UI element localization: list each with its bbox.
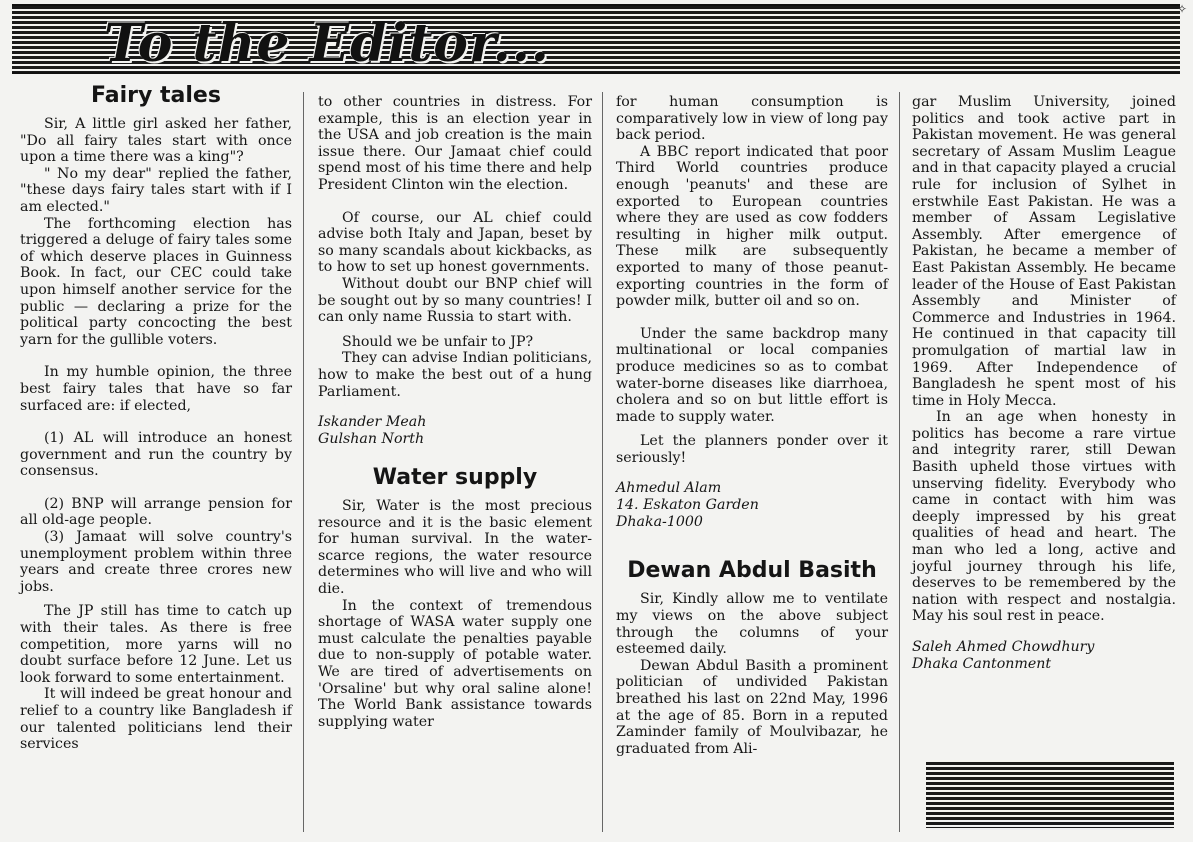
signature-place: Gulshan North bbox=[318, 431, 425, 448]
letter-paragraph: for human consumption is comparatively low in view of long pay back period. bbox=[616, 94, 888, 144]
letter-paragraph: (3) Jamaat will solve country's unemployment problem within three years and create three crores new jobs. bbox=[20, 529, 292, 595]
letter-heading-fairy-tales: Fairy tales bbox=[91, 83, 221, 108]
column-4 bbox=[912, 94, 1176, 673]
letter-paragraph: Let the planners ponder over it seriously! bbox=[616, 433, 888, 466]
letter-paragraph: In my humble opinion, the three best fairy tales that have so far surfaced are: if elected, bbox=[20, 364, 292, 414]
letter-paragraph: Should we be unfair to JP? bbox=[342, 333, 534, 350]
letter-paragraph: In an age when honesty in politics has become a rare virtue and integrity rarer, still Dewan Basith upheld those virtues with unserving fidelity. Everybody who came in contact with him was deeply impressed by his great qualities of head and heart. The man who led a long, active and joyful journey through his life, deserves to be remembered by the nation with respect and nostalgia. May his soul rest in peace. bbox=[912, 409, 1176, 625]
letter-paragraph: Without doubt our BNP chief will be sought out by so many countries! I can only name Russia to start with. bbox=[318, 275, 592, 326]
column-rule bbox=[602, 92, 603, 832]
letter-paragraph: (2) BNP will arrange pension for all old-age people. bbox=[20, 495, 292, 529]
signature-place: Dhaka Cantonment bbox=[912, 656, 1052, 672]
letter-paragraph: Dewan Abdul Basith a prominent politician of undivided Pakistan breathed his last on 22nd May, 1996 at the age of 85. Born in a reputed Zaminder family of Moulvibazar, he graduated from Ali- bbox=[616, 657, 888, 757]
letter-heading-dewan-abdul-basith: Dewan Abdul Basith bbox=[627, 558, 877, 584]
letter-paragraph: gar Muslim University, joined politics and took active part in Pakistan movement. He was general secretary of Assam Muslim League and in that capacity played a crucial rule for inclusion of Sylhet in erstwhile East Pakistan. He was a member of Assam Legislative Assembly. After emergence of Pakistan, he became a member of East Pakistan Assembly. He became leader of the House of East Pakistan Assembly and Minister of Commerce and Industries in 1964. He continued in that capacity till promulgation of martial law in 1969. After Independence of Bangladesh he spent most of his time in Holy Mecca. bbox=[912, 94, 1176, 409]
column-3 bbox=[616, 94, 888, 757]
signature-city: Dhaka-1000 bbox=[616, 514, 703, 531]
signature-name: Iskander Meah bbox=[318, 414, 427, 431]
signature-address: 14. Eskaton Garden bbox=[616, 497, 759, 514]
letter-paragraph: Of course, our AL chief could advise both Italy and Japan, beset by so many scandals about kickbacks, as to how to set up honest governments. bbox=[318, 209, 592, 276]
masthead-banner bbox=[12, 4, 1180, 74]
letter-paragraph: In the context of tremendous shortage of WASA water supply one must calculate the penalties payable due to non-supply of potable water. We are tired of advertisements on 'Orsaline' but why oral saline alone! The World Bank assistance towards supplying water bbox=[318, 597, 592, 730]
letter-paragraph: Under the same backdrop many multinational or local companies produce medicines so as to combat water-borne diseases like diarrhoea, cholera and so on but little effort is made to supply water. bbox=[616, 325, 888, 425]
letter-heading-water-supply: Water supply bbox=[372, 465, 538, 491]
letter-paragraph: The JP still has time to catch up with their tales. As there is free competition, more yarns will no doubt surface before 12 June. Let us look forward to some entertainment. bbox=[20, 603, 292, 686]
letter-paragraph: Sir, Kindly allow me to ventilate my views on the above subject through the columns of your esteemed daily. bbox=[616, 591, 888, 658]
letter-paragraph: They can advise Indian politicians, how to make the best out of a hung Parliament. bbox=[318, 350, 592, 400]
letter-paragraph: to other countries in distress. For example, this is an election year in the USA and job creation is the main issue there. Our Jamaat chief could spend most of his time there and help President Clinton win the election. bbox=[318, 94, 592, 193]
letter-paragraph: (1) AL will introduce an honest government and run the country by consensus. bbox=[20, 430, 292, 480]
letter-paragraph: Sir, Water is the most precious resource and it is the basic element for human survival. In the water-scarce regions, the water resource determines who will live and who will die. bbox=[318, 498, 592, 598]
column-rule bbox=[303, 92, 304, 832]
letter-paragraph: " No my dear" replied the father, "these days fairy tales start with if I am elected." bbox=[20, 165, 292, 215]
letter-paragraph: It will indeed be great honour and relief to a country like Bangladesh if our talented politicians lend their services bbox=[20, 686, 292, 753]
letter-paragraph: Sir, A little girl asked her father, "Do all fairy tales start with once upon a time there was a king"? bbox=[20, 116, 292, 166]
section-title: To the Editor... bbox=[104, 13, 550, 74]
letter-paragraph: A BBC report indicated that poor Third World countries produce enough 'peanuts' and these are exported to European countries where they are used as cow fodders resulting in higher milk output. These milk are subsequently exported to many of those peanut-exporting countries in the form of powder milk, butter oil and so on. bbox=[616, 143, 888, 310]
signature-name: Saleh Ahmed Chowdhury bbox=[912, 639, 1095, 655]
letter-paragraph: The forthcoming election has triggered a deluge of fairy tales some of which deserve places in Guinness Book. In fact, our CEC could take upon himself another service for the public — declaring a prize for the political party concocting the best yarn for the gullible voters. bbox=[20, 215, 292, 348]
column-1 bbox=[20, 84, 292, 753]
column-rule bbox=[899, 92, 900, 832]
footer-rule-block bbox=[926, 762, 1174, 828]
column-2 bbox=[318, 94, 592, 730]
corner-mark: ✧ bbox=[1176, 2, 1187, 16]
signature-name: Ahmedul Alam bbox=[616, 480, 722, 497]
